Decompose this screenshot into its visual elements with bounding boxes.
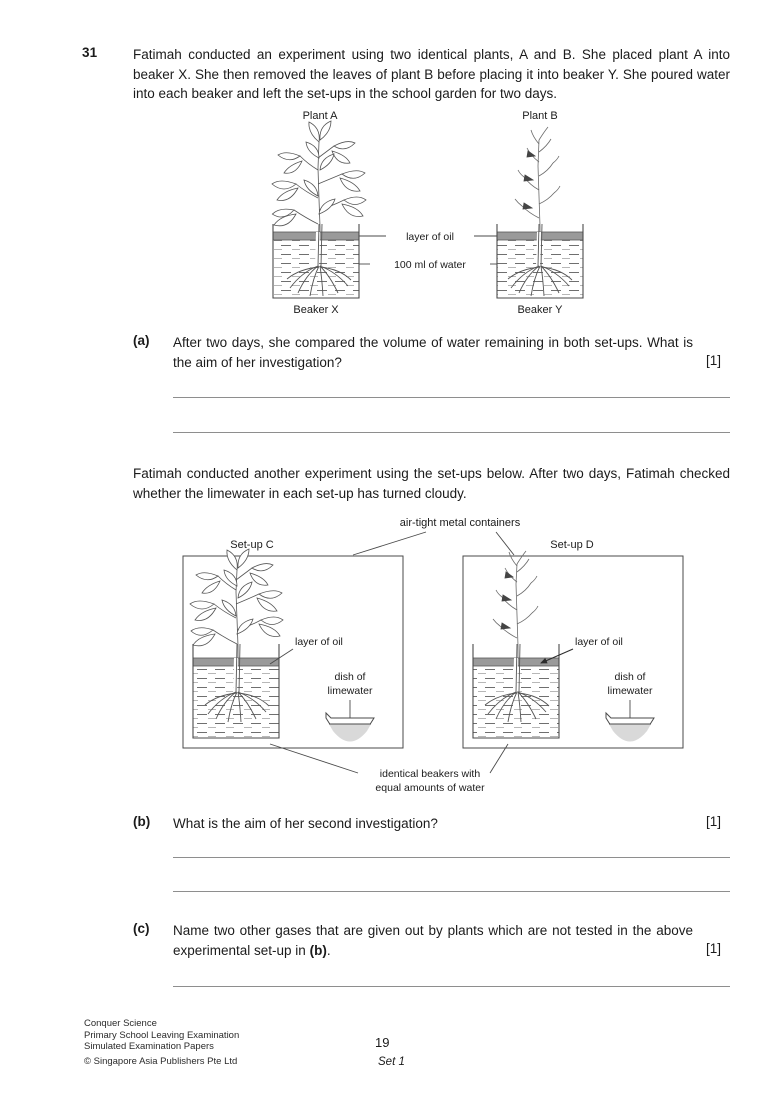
svg-text:dish of: dish of <box>334 671 366 683</box>
part-a-answer-line-2[interactable] <box>173 432 730 433</box>
question-stem: Fatimah conducted an experiment using two identical plants, A and B. She placed plant A into beaker X. She then removed the leaves of plant B before placing it into beaker Y. She poured water into each beaker and left the set-ups in the school garden for two days. <box>133 47 730 101</box>
footer-copyright: © Singapore Asia Publishers Pte Ltd <box>84 1055 238 1067</box>
part-b-answer-line-2[interactable] <box>173 891 730 892</box>
part-c-text-before: Name two other gases that are given out by plants which are not tested in the above experimental set-up in <box>173 923 693 958</box>
part-b-answer-line-1[interactable] <box>173 857 730 858</box>
part-b-text: What is the aim of her second investigation? <box>173 816 438 831</box>
svg-text:identical beakers with: identical beakers with <box>379 768 481 780</box>
part-c-text-bold: (b) <box>309 942 327 958</box>
svg-text:layer of oil: layer of oil <box>295 636 343 648</box>
part-c-label: (c) <box>133 921 150 936</box>
middle-paragraph: Fatimah conducted another experiment using the set-ups below. After two days, Fatimah checked whether the limewater in each set-up has turned cloudy. <box>133 466 730 501</box>
part-c-marks: [1] <box>706 941 722 956</box>
footer-publisher-block <box>84 1018 239 1067</box>
svg-text:Set-up D: Set-up D <box>550 539 594 551</box>
svg-text:Plant B: Plant B <box>522 110 558 122</box>
svg-text:layer of oil: layer of oil <box>406 231 454 243</box>
svg-text:limewater: limewater <box>607 685 653 697</box>
svg-text:dish of: dish of <box>614 671 646 683</box>
part-c-text-after: . <box>326 942 331 958</box>
footer-line-1: Conquer Science <box>84 1018 157 1029</box>
svg-text:Beaker X: Beaker X <box>293 304 339 316</box>
svg-text:layer of oil: layer of oil <box>575 636 623 648</box>
svg-text:Beaker Y: Beaker Y <box>517 304 563 316</box>
footer-page-number: 19 <box>375 1035 390 1050</box>
part-b-label: (b) <box>133 814 151 829</box>
footer-set-label: Set 1 <box>378 1056 405 1068</box>
part-b-marks: [1] <box>706 814 722 829</box>
diagram-beakers-x-y <box>262 106 598 318</box>
svg-text:Set-up C: Set-up C <box>230 539 274 551</box>
svg-text:limewater: limewater <box>327 685 373 697</box>
footer-line-2: Primary School Leaving Examination <box>84 1029 240 1041</box>
part-a-answer-line-1[interactable] <box>173 397 730 398</box>
part-c-answer-line-1[interactable] <box>173 986 730 987</box>
part-a-label: (a) <box>133 333 150 348</box>
diagram-setups-c-d <box>160 512 700 797</box>
svg-text:air-tight metal containers: air-tight metal containers <box>399 517 521 529</box>
svg-text:100 ml of water: 100 ml of water <box>394 259 466 271</box>
svg-text:Plant A: Plant A <box>302 110 338 122</box>
part-c-text <box>173 921 693 960</box>
svg-text:equal amounts of water: equal amounts of water <box>375 782 485 794</box>
question-number: 31 <box>82 45 98 60</box>
part-a-marks: [1] <box>706 353 722 368</box>
footer-line-3: Simulated Examination Papers <box>84 1041 214 1052</box>
part-a-text: After two days, she compared the volume of water remaining in both set-ups. What is the aim of her investigation? <box>173 335 693 370</box>
